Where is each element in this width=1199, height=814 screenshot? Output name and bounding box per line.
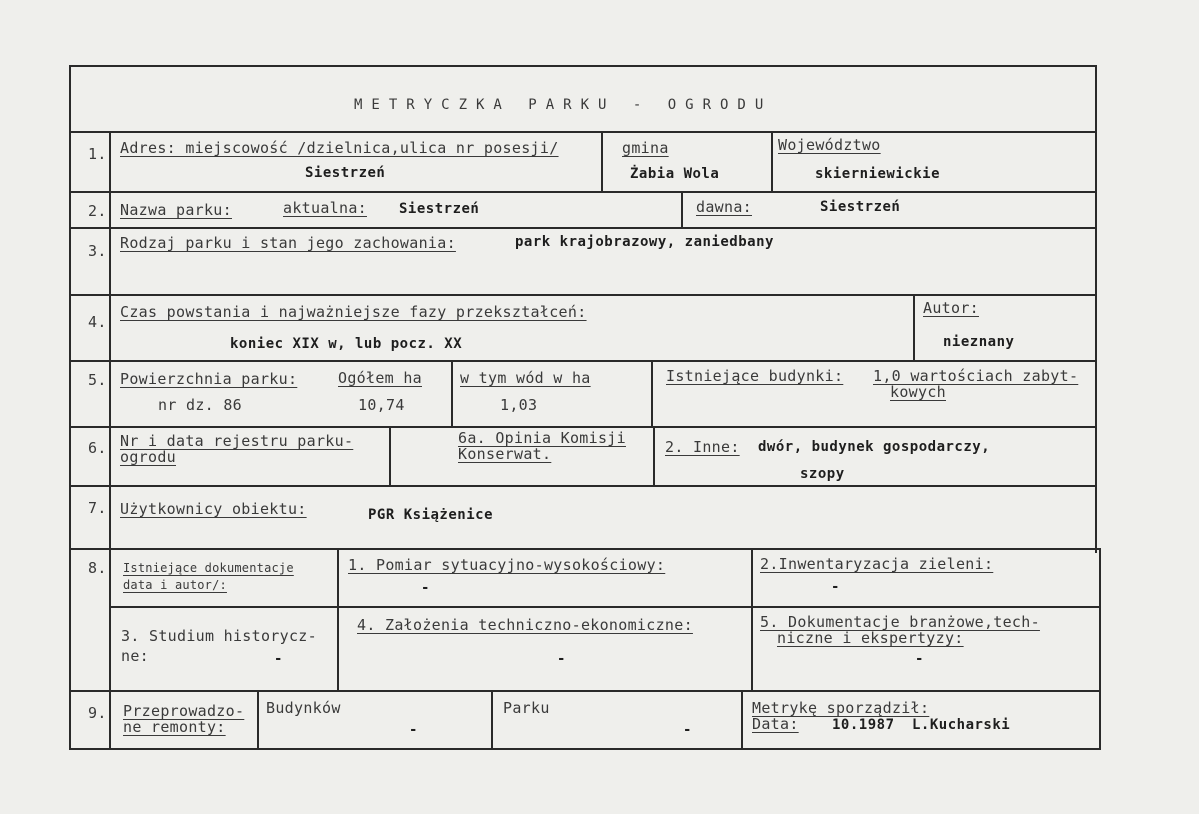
commission-label-line2: Konserwat.	[458, 445, 552, 463]
other-label: 2. Inne:	[665, 438, 740, 456]
author-label: Autor:	[923, 299, 979, 317]
frame-right	[1095, 65, 1097, 553]
author-value: nieznany	[943, 334, 1015, 350]
branch-docs-label-line1: 5. Dokumentacje branżowe,tech-	[760, 613, 1040, 631]
row5-divider-b	[651, 360, 653, 426]
row-divider-5	[69, 360, 1097, 362]
users-label: Użytkownicy obiektu:	[120, 500, 307, 518]
branch-docs-label-line2: niczne i ekspertyzy:	[777, 629, 964, 647]
origin-value: koniec XIX w, lub pocz. XX	[230, 336, 463, 352]
row-divider-2	[69, 191, 1097, 193]
row-number-4: 4.	[88, 313, 107, 331]
survey-label: 1. Pomiar sytuacyjno-wysokościowy:	[348, 556, 666, 574]
page-title: METRYCZKA PARKU - OGRODU	[354, 97, 773, 113]
other-value-line2: szopy	[800, 466, 845, 482]
row-number-8: 8.	[88, 559, 107, 577]
row9-divider-b	[491, 690, 493, 750]
park-repairs-label: Parku	[503, 699, 550, 717]
park-name-label: Nazwa parku:	[120, 201, 232, 219]
row-divider-3	[69, 227, 1097, 229]
register-label-line2: ogrodu	[120, 448, 176, 466]
area-label: Powierzchnia parku:	[120, 370, 298, 388]
row4-divider	[913, 294, 915, 360]
row-divider-7	[69, 485, 1097, 487]
row1-divider-b	[771, 131, 773, 191]
num-column-divider	[109, 131, 111, 750]
water-area-label: w tym wód w ha	[460, 369, 591, 387]
row5-divider-a	[451, 360, 453, 426]
row-divider-8b	[109, 606, 1101, 608]
former-name-label: dawna:	[696, 198, 752, 216]
other-value-line1: dwór, budynek gospodarczy,	[758, 439, 991, 455]
tech-econ-value: -	[557, 651, 566, 667]
history-study-value: -	[274, 651, 283, 667]
row-number-2: 2.	[88, 202, 107, 220]
voivodeship-value: skierniewickie	[815, 166, 941, 182]
gmina-value: Żabia Wola	[630, 166, 720, 182]
park-repairs-value: -	[683, 722, 692, 738]
voivodeship-label: Województwo	[778, 136, 881, 154]
row-number-3: 3.	[88, 242, 107, 260]
users-value: PGR Książenice	[368, 507, 494, 523]
row8-divider-a	[337, 548, 339, 690]
date-value: 10.1987	[832, 717, 895, 733]
total-area-label: Ogółem ha	[338, 369, 422, 387]
buildings-repairs-value: -	[409, 722, 418, 738]
repairs-label-line1: Przeprowadzo-	[123, 702, 245, 720]
former-name-value: Siestrzeń	[820, 199, 901, 215]
park-type-label: Rodzaj parku i stan jego zachowania:	[120, 234, 456, 252]
row9-divider-c	[741, 690, 743, 750]
branch-docs-value: -	[915, 651, 924, 667]
row8-divider-b	[751, 548, 753, 690]
survey-value: -	[421, 580, 430, 596]
address-value: Siestrzeń	[305, 165, 386, 181]
docs-label-line2: data i autor/:	[123, 578, 227, 592]
register-label-line1: Nr i data rejestru parku-	[120, 432, 354, 450]
tech-econ-label: 4. Założenia techniczno-ekonomiczne:	[357, 616, 693, 634]
row-number-9: 9.	[88, 704, 107, 722]
current-name-label: aktualna:	[283, 199, 367, 217]
frame-bottom	[69, 748, 1101, 750]
buildings-value-line1: 1,0 wartościach zabyt-	[873, 367, 1079, 385]
row-number-1: 1.	[88, 145, 107, 163]
greenery-label: 2.Inwentaryzacja zieleni:	[760, 555, 994, 573]
buildings-label: Istniejące budynki:	[666, 367, 844, 385]
current-name-value: Siestrzeń	[399, 201, 480, 217]
row1-divider-a	[601, 131, 603, 191]
docs-label-line1: Istniejące dokumentacje	[123, 561, 294, 575]
row6-divider-b	[653, 426, 655, 485]
buildings-repairs-label: Budynków	[266, 699, 341, 717]
row9-divider-a	[257, 690, 259, 750]
frame-top	[69, 65, 1097, 67]
prepared-by-label: Metrykę sporządził:	[752, 699, 930, 717]
row6-divider-a	[389, 426, 391, 485]
water-area-value: 1,03	[500, 396, 538, 414]
row2-divider	[681, 191, 683, 227]
date-label: Data:	[752, 715, 799, 733]
row-divider-1	[69, 131, 1097, 133]
park-type-value: park krajobrazowy, zaniedbany	[515, 234, 774, 250]
history-study-label-line1: 3. Studium historycz-	[121, 627, 317, 645]
address-label: Adres: miejscowość /dzielnica,ulica nr posesji/	[120, 139, 559, 157]
frame-left	[69, 65, 71, 750]
frame-right-lower	[1099, 548, 1101, 750]
repairs-label-line2: ne remonty:	[123, 718, 226, 736]
history-study-label-line2: ne:	[121, 647, 149, 665]
total-area-value: 10,74	[358, 396, 405, 414]
gmina-label: gmina	[622, 139, 669, 157]
row-number-5: 5.	[88, 371, 107, 389]
origin-label: Czas powstania i najważniejsze fazy przekształceń:	[120, 303, 587, 321]
greenery-value: -	[831, 579, 840, 595]
plot-number: nr dz. 86	[158, 396, 242, 414]
buildings-value-line2: kowych	[890, 383, 946, 401]
row-number-7: 7.	[88, 499, 107, 517]
row-divider-6	[69, 426, 1097, 428]
row-divider-4	[69, 294, 1097, 296]
commission-label-line1: 6a. Opinia Komisji	[458, 429, 626, 447]
prepared-by-value: L.Kucharski	[912, 717, 1011, 733]
row-number-6: 6.	[88, 439, 107, 457]
row-divider-9	[69, 690, 1101, 692]
row-divider-8	[69, 548, 1101, 550]
